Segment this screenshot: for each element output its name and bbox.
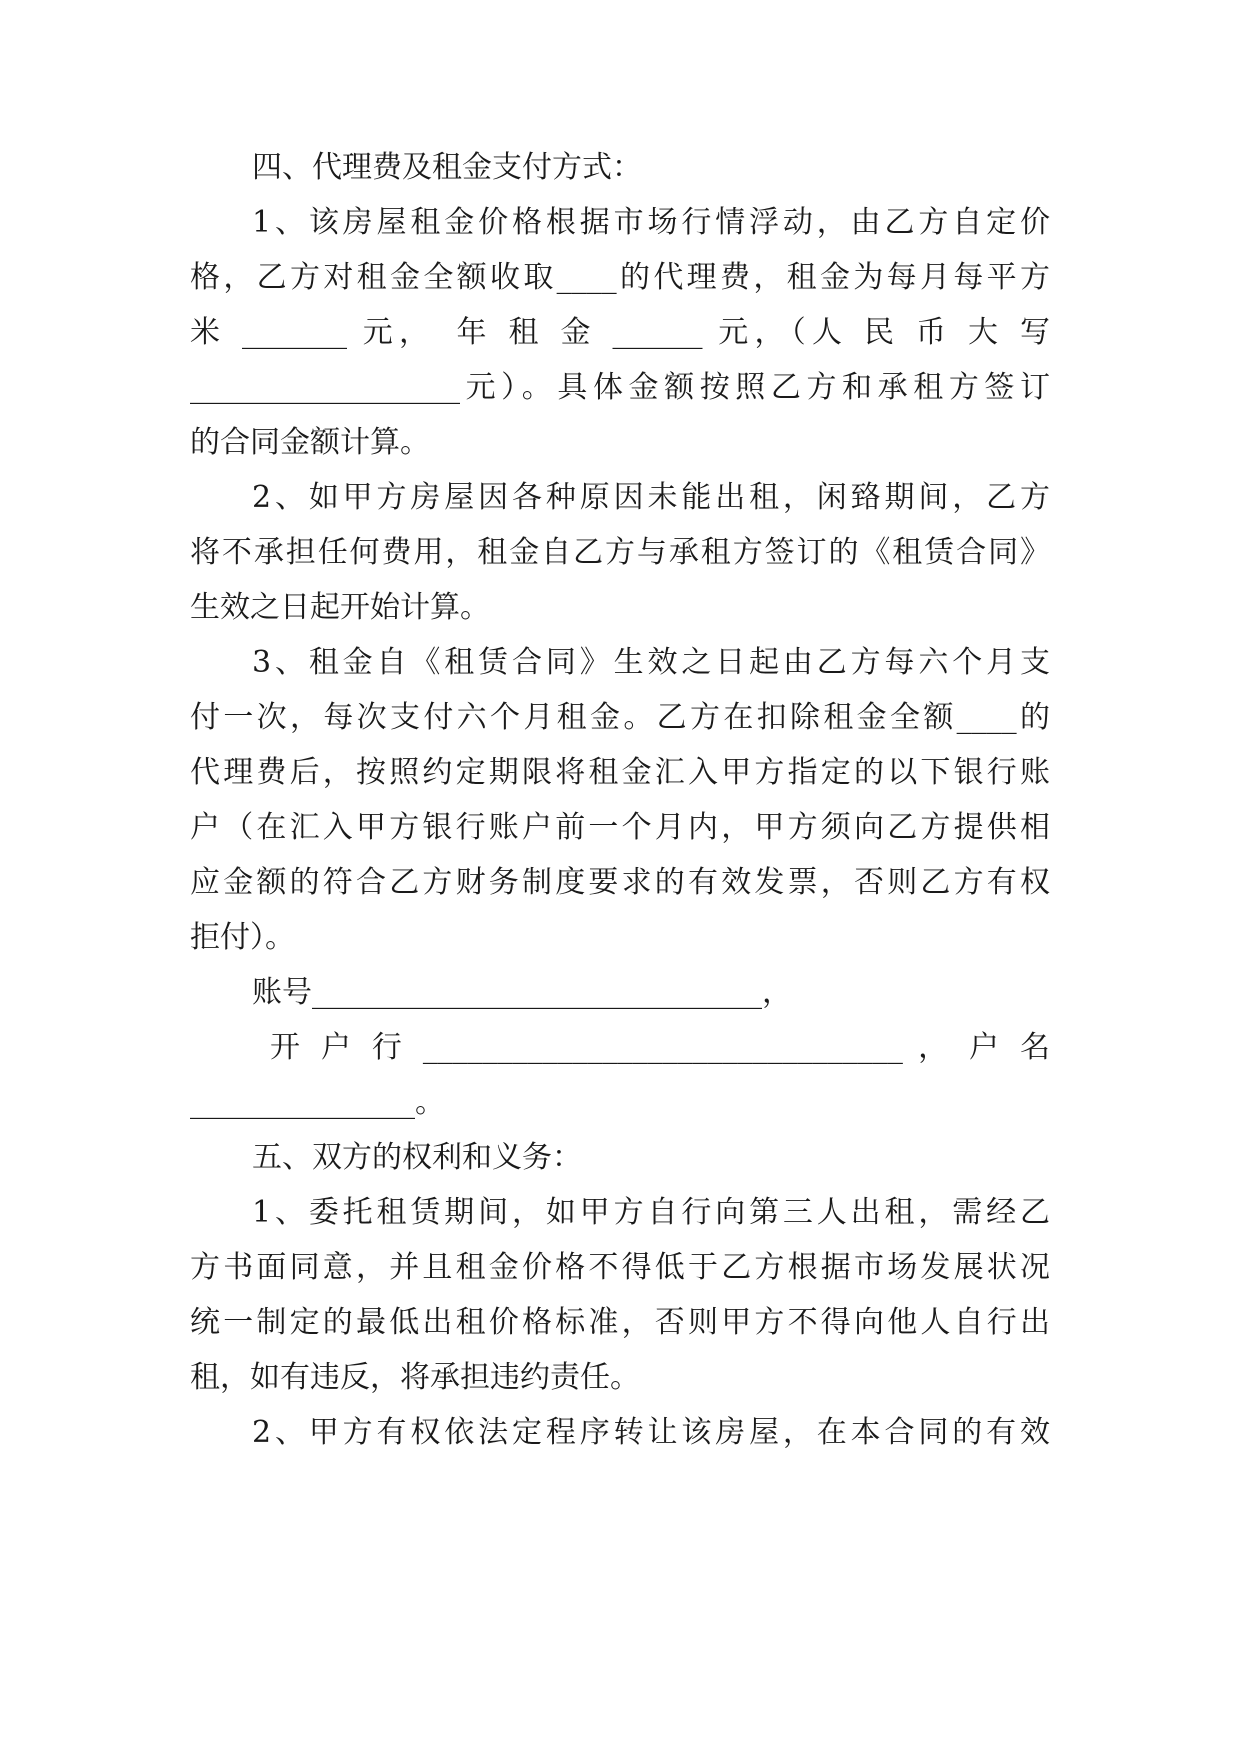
paragraph-line: 1、委托租赁期间，如甲方自行向第三人出租，需经乙 — [252, 1195, 1050, 1230]
paragraph-line: 代理费后，按照约定期限将租金汇入甲方指定的以下银行账 — [190, 755, 1050, 790]
bank-and-account-name-line: 开 户 行 ________________________________ ， 户 名 — [270, 1030, 1050, 1065]
section-heading-payment: 四、代理费及租金支付方式： — [252, 150, 642, 185]
paragraph-line: 1、该房屋租金价格根据市场行情浮动，由乙方自定价 — [252, 205, 1050, 240]
paragraph-line: 格，乙方对租金全额收取____的代理费，租金为每月每平方 — [190, 260, 1050, 295]
paragraph-line: 2、如甲方房屋因各种原因未能出租，闲臵期间，乙方 — [252, 480, 1050, 515]
paragraph-line: 生效之日起开始计算。 — [190, 590, 490, 625]
paragraph-line: 租，如有违反，将承担违约责任。 — [190, 1360, 640, 1395]
paragraph-line: 的合同金额计算。 — [190, 425, 430, 460]
paragraph-line: 将不承担任何费用，租金自乙方与承租方签订的《租赁合同》 — [190, 535, 1050, 570]
section-heading-rights: 五、双方的权利和义务： — [252, 1140, 582, 1175]
paragraph-line: 统一制定的最低出租价格标准，否则甲方不得向他人自行出 — [190, 1305, 1050, 1340]
paragraph-line: 户（在汇入甲方银行账户前一个月内，甲方须向乙方提供相 — [190, 810, 1050, 845]
account-number-line: 账号______________________________， — [252, 975, 792, 1010]
paragraph-line: 应金额的符合乙方财务制度要求的有效发票，否则乙方有权 — [190, 865, 1050, 900]
paragraph-line: 拒付）。 — [190, 920, 295, 955]
account-name-blank-line: _______________。 — [190, 1085, 445, 1120]
paragraph-line: 3、租金自《租赁合同》生效之日起由乙方每六个月支 — [252, 645, 1050, 680]
paragraph-line: 方书面同意，并且租金价格不得低于乙方根据市场发展状况 — [190, 1250, 1050, 1285]
paragraph-line: __________________元）。具体金额按照乙方和承租方签订 — [190, 370, 1050, 405]
paragraph-line: 付一次，每次支付六个月租金。乙方在扣除租金全额____的 — [190, 700, 1050, 735]
paragraph-line: 2、甲方有权依法定程序转让该房屋，在本合同的有效 — [252, 1415, 1050, 1450]
paragraph-line: 米 _______ 元， 年 租 金 ______ 元，（人 民 币 大 写 — [190, 315, 1050, 350]
